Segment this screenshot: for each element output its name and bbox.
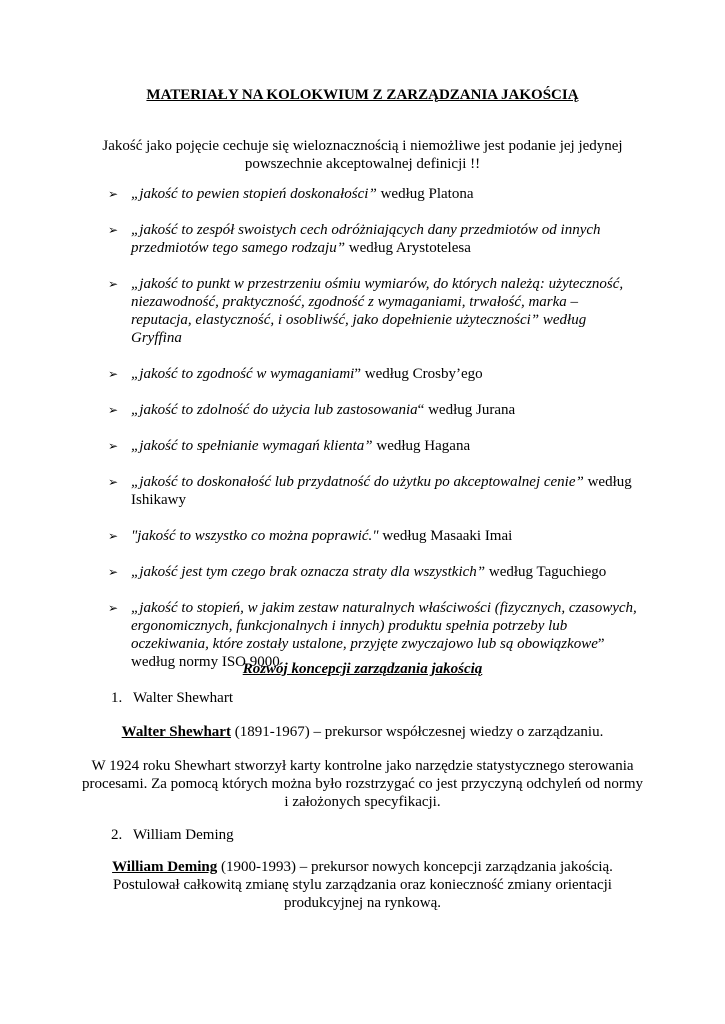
arrowhead-bullet-icon: ➢ [108,187,119,201]
list-item [108,527,638,545]
definition-quote: „jakość to zgodność w wymaganiami [131,366,355,382]
numbered-item [111,689,233,707]
definition-quote: „jakość to doskonałość lub przydatność do użytku po akceptowalnej cenie” [131,474,584,490]
arrowhead-bullet-icon: ➢ [108,529,119,543]
arrowhead-bullet-icon: ➢ [108,475,119,489]
definition-source: według Taguchiego [485,564,607,580]
list-item [108,275,638,347]
shewhart-paragraph: W 1924 roku Shewhart stworzył karty kontrolne jako narzędzie statystycznego sterowania procesami. Za pomocą których można było rozstrzygać co jest przyczyną odchyleń od normy i założonych specyfikacji. [81,758,644,810]
definition-source: według Gryffina [131,312,587,346]
arrowhead-bullet-icon: ➢ [108,601,119,615]
definition-quote: „jakość jest tym czego brak oznacza straty dla wszystkich” [131,564,486,580]
arrowhead-bullet-icon: ➢ [108,565,119,579]
definition-quote: „jakość to punkt w przestrzeniu ośmiu wymiarów, do których należą: użyteczność, niezawodność, praktyczność, zgodność z wymaganiami, trwałość, marka – reputacja, elastyczność, i osobliwść, jako dopełnienie użyteczności” [131,276,624,328]
arrowhead-bullet-icon: ➢ [108,277,119,291]
list-item [108,563,638,581]
shewhart-lead [80,723,645,741]
arrowhead-bullet-icon: ➢ [108,403,119,417]
definition-source: według Arystotelesa [345,240,471,256]
person-name: Walter Shewhart [121,724,231,740]
list-item [108,473,638,509]
item-heading: William Deming [133,827,234,843]
definition-source: według Ishikawy [131,474,632,508]
deming-lead [80,858,645,912]
definition-source: według Platona [376,186,474,202]
arrowhead-bullet-icon: ➢ [108,223,119,237]
definition-quote: „jakość to zdolność do użycia lub zastosowania [131,402,418,418]
item-number: 1. [111,690,123,706]
definition-quote: „jakość to pewien stopień doskonałości” [131,186,377,202]
list-item [108,365,638,383]
item-number: 2. [111,827,123,843]
list-item [108,185,638,203]
document-title: MATERIAŁY NA KOLOKWIUM Z ZARZĄDZANIA JAKOŚCIĄ [146,87,579,103]
section-title: Rozwój koncepcji zarządzania jakością [242,661,483,677]
person-name: William Deming [112,859,218,875]
numbered-item [111,826,234,844]
person-description: (1900-1993) – prekursor nowych koncepcji zarządzania jakością. Postulował całkowitą zmianę stylu zarządzania oraz konieczność zmiany orientacji produkcyjnej na rynkową. [113,859,613,911]
person-description: (1891-1967) – prekursor współczesnej wiedzy o zarządzaniu. [230,724,604,740]
definition-quote: „jakość to spełnianie wymagań klienta” [131,438,373,454]
arrowhead-bullet-icon: ➢ [108,439,119,453]
definition-source: “ według Jurana [417,402,516,418]
arrowhead-bullet-icon: ➢ [108,367,119,381]
definition-source: ” według Crosby’ego [354,366,483,382]
definition-quote: "jakość to wszystko co można poprawić." [131,528,379,544]
intro-paragraph: Jakość jako pojęcie cechuje się wieloznacznością i niemożliwe jest podanie jej jedynej powszechnie akceptowalnej definicji !! [102,138,623,172]
definition-source: według Masaaki Imai [378,528,513,544]
definition-source: według Hagana [372,438,471,454]
list-item [108,221,638,257]
list-item [108,437,638,455]
definitions-list [108,185,638,689]
item-heading: Walter Shewhart [133,690,234,706]
definition-quote: „jakość to zespół swoistych cech odróżniających dany przedmiotów od innych przedmiotów tego samego rodzaju” [131,222,601,256]
definition-quote: „jakość to stopień, w jakim zestaw naturalnych właściwości (fizycznych, czasowych, ergonomicznych, funkcjonalnych i innych) produktu spełnia potrzeby lub oczekiwania, które zostały ustalone, przyjęte zwyczajowo lub są obowiązkowe [131,600,637,652]
definition-source: ” według normy ISO 9000 [131,636,605,670]
list-item [108,401,638,419]
